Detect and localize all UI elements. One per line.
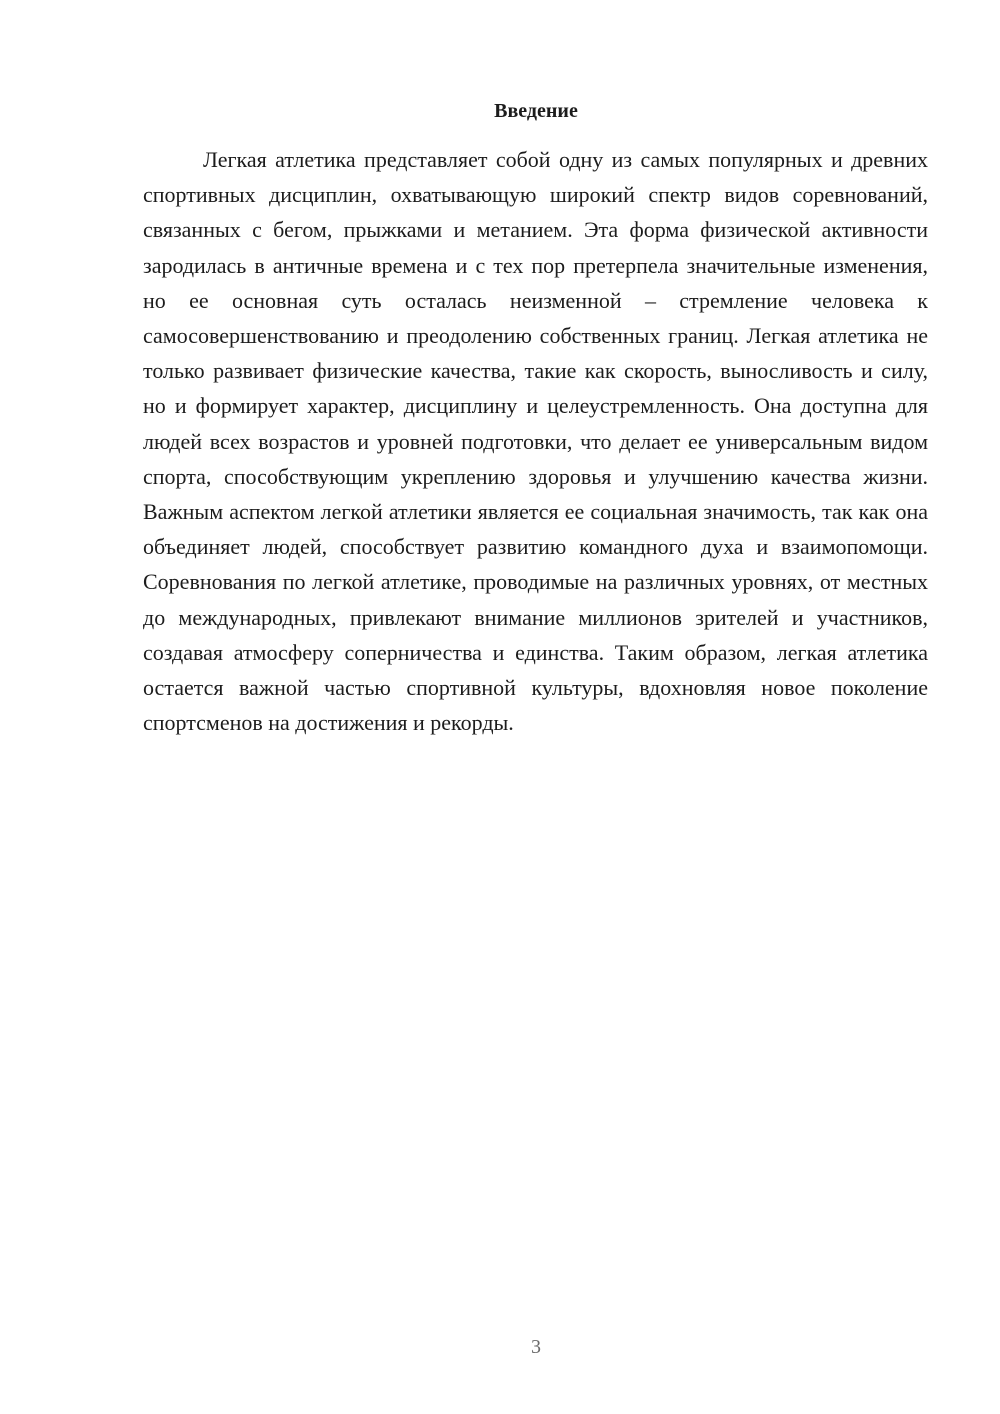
page-number: 3 [531,1336,541,1358]
body-paragraph: Легкая атлетика представляет собой одну из самых популярных и древних спортивных дисциплин, охватывающую широкий спектр видов соревнований, связанных с бегом, прыжками и метанием. Эта форма физической активности зародилась в античные времена и с тех пор претерпела значительные изменения, но ее основная суть осталась неизменной – стремление человека к самосовершенствованию и преодолению собственных границ. Легкая атлетика не только развивает физические качества, такие как скорость, выносливость и силу, но и формирует характер, дисциплину и целеустремленность. Она доступна для людей всех возрастов и уровней подготовки, что делает ее универсальным видом спорта, способствующим укреплению здоровья и улучшению качества жизни. Важным аспектом легкой атлетики является ее социальная значимость, так как она объединяет людей, способствует развитию командного духа и взаимопомощи. Соревнования по легкой атлетике, проводимые на различных уровнях, от местных до международных, привлекают внимание миллионов зрителей и участников, создавая атмосферу соперничества и единства. Таким образом, легкая атлетика остается важной частью спортивной культуры, вдохновляя новое поколение спортсменов на достижения и рекорды. [143,147,928,736]
section-heading: Введение [494,100,578,122]
